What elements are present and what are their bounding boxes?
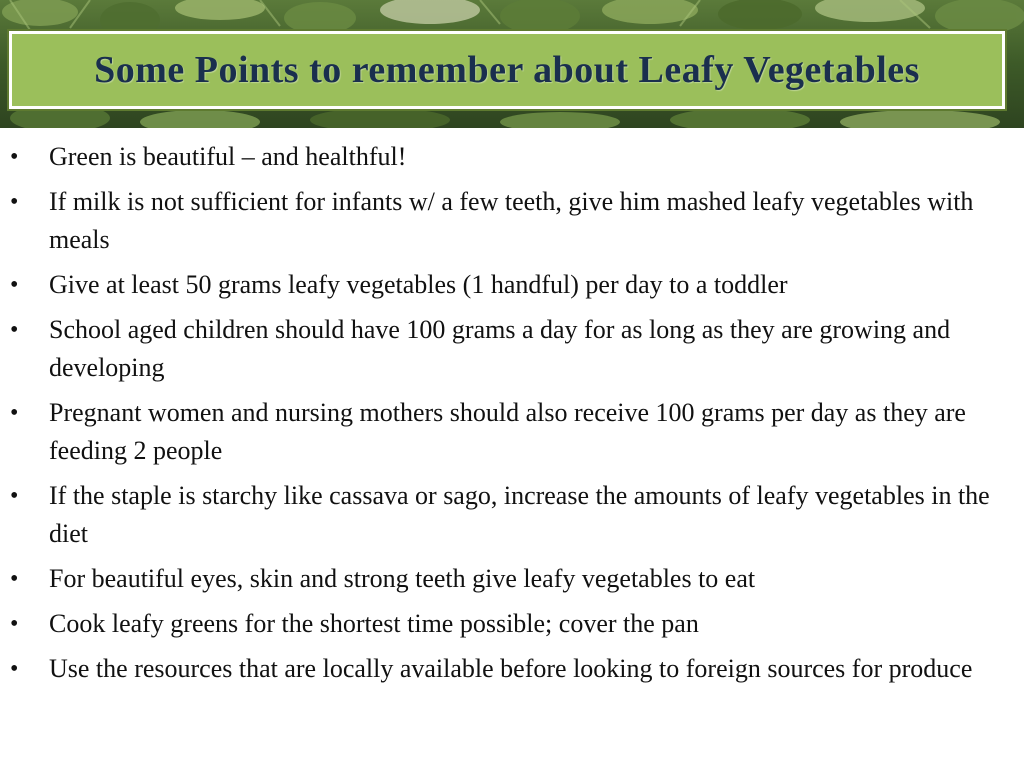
slide-title: Some Points to remember about Leafy Vegetables (94, 49, 920, 91)
bullet-list (0, 138, 1024, 695)
bullet-text: School aged children should have 100 grams a day for as long as they are growing and developing (49, 315, 951, 382)
bullet-glyph: • (10, 611, 19, 637)
bullet-item (0, 138, 1024, 176)
bullet-item (0, 311, 1024, 387)
bullet-text: Green is beautiful – and healthful! (49, 142, 407, 171)
bullet-item (0, 605, 1024, 643)
bullet-glyph: • (10, 400, 19, 426)
bullet-text: If milk is not sufficient for infants w/ a few teeth, give him mashed leafy vegetables with meals (49, 187, 974, 254)
title-box (9, 31, 1005, 109)
bullet-text: Pregnant women and nursing mothers should also receive 100 grams per day as they are feeding 2 people (49, 398, 966, 465)
bullet-text: For beautiful eyes, skin and strong teeth give leafy vegetables to eat (49, 564, 756, 593)
bullet-glyph: • (10, 189, 19, 215)
bullet-item (0, 560, 1024, 598)
bullet-glyph: • (10, 317, 19, 343)
bullet-glyph: • (10, 566, 19, 592)
bullet-item (0, 183, 1024, 259)
bullet-item (0, 266, 1024, 304)
bullet-text: If the staple is starchy like cassava or sago, increase the amounts of leafy vegetables in the diet (49, 481, 990, 548)
bullet-text: Give at least 50 grams leafy vegetables (1 handful) per day to a toddler (49, 270, 788, 299)
bullet-glyph: • (10, 656, 19, 682)
bullet-text: Use the resources that are locally available before looking to foreign sources for produce (49, 654, 973, 683)
bullet-text: Cook leafy greens for the shortest time possible; cover the pan (49, 609, 699, 638)
bullet-glyph: • (10, 272, 19, 298)
bullet-item (0, 650, 1024, 688)
bullet-item (0, 477, 1024, 553)
bullet-glyph: • (10, 144, 19, 170)
bullet-glyph: • (10, 483, 19, 509)
bullet-item (0, 394, 1024, 470)
